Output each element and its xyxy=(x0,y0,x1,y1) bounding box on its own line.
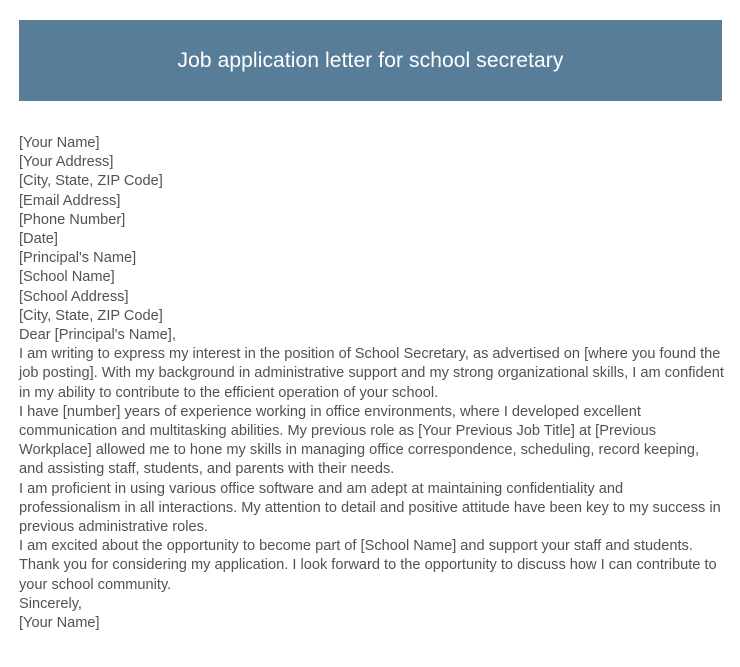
sender-line: [Date] xyxy=(19,231,58,248)
sender-line: [City, State, ZIP Code] xyxy=(19,173,163,190)
letter-body xyxy=(19,134,724,633)
recipient-line: [Principal's Name] xyxy=(19,250,137,267)
body-paragraph: I have [number] years of experience working in office environments, where I developed excellent communication and multitasking abilities. My previous role as [Your Previous Job Title] at [Previous Workplace] allowed me to hone my skills in managing office correspondence, scheduling, record keeping, and assisting staff, students, and parents with their needs. xyxy=(19,403,700,478)
signature: [Your Name] xyxy=(19,615,100,632)
closing: Sincerely, xyxy=(19,595,82,612)
sender-line: [Your Name] xyxy=(19,135,100,151)
recipient-address-block xyxy=(19,249,724,326)
recipient-line: [School Name] xyxy=(19,269,115,286)
salutation: Dear [Principal's Name], xyxy=(19,327,176,344)
sender-line: [Phone Number] xyxy=(19,211,126,228)
body-paragraph: I am proficient in using various office software and am adept at maintaining confidentiality and professionalism in all interactions. My attention to detail and positive attitude have been key to my success in previous administrative roles. xyxy=(19,480,721,536)
sender-line: [Email Address] xyxy=(19,192,121,209)
body-paragraph: I am excited about the opportunity to become part of [School Name] and support your staff and students. Thank you for considering my application. I look forward to the opportunity to discuss how I can contribute to your school community. xyxy=(19,538,717,593)
recipient-line: [City, State, ZIP Code] xyxy=(19,307,163,324)
page-title: Job application letter for school secretary xyxy=(177,48,564,72)
recipient-line: [School Address] xyxy=(19,288,129,305)
body-paragraph: I am writing to express my interest in the position of School Secretary, as advertised on [where you found the job posting]. With my background in administrative support and my strong organizational skills, I am confident in my ability to contribute to the efficient operation of your school. xyxy=(19,346,724,401)
sender-address-block xyxy=(19,134,724,249)
document-header-banner xyxy=(19,20,722,101)
sender-line: [Your Address] xyxy=(19,154,114,171)
